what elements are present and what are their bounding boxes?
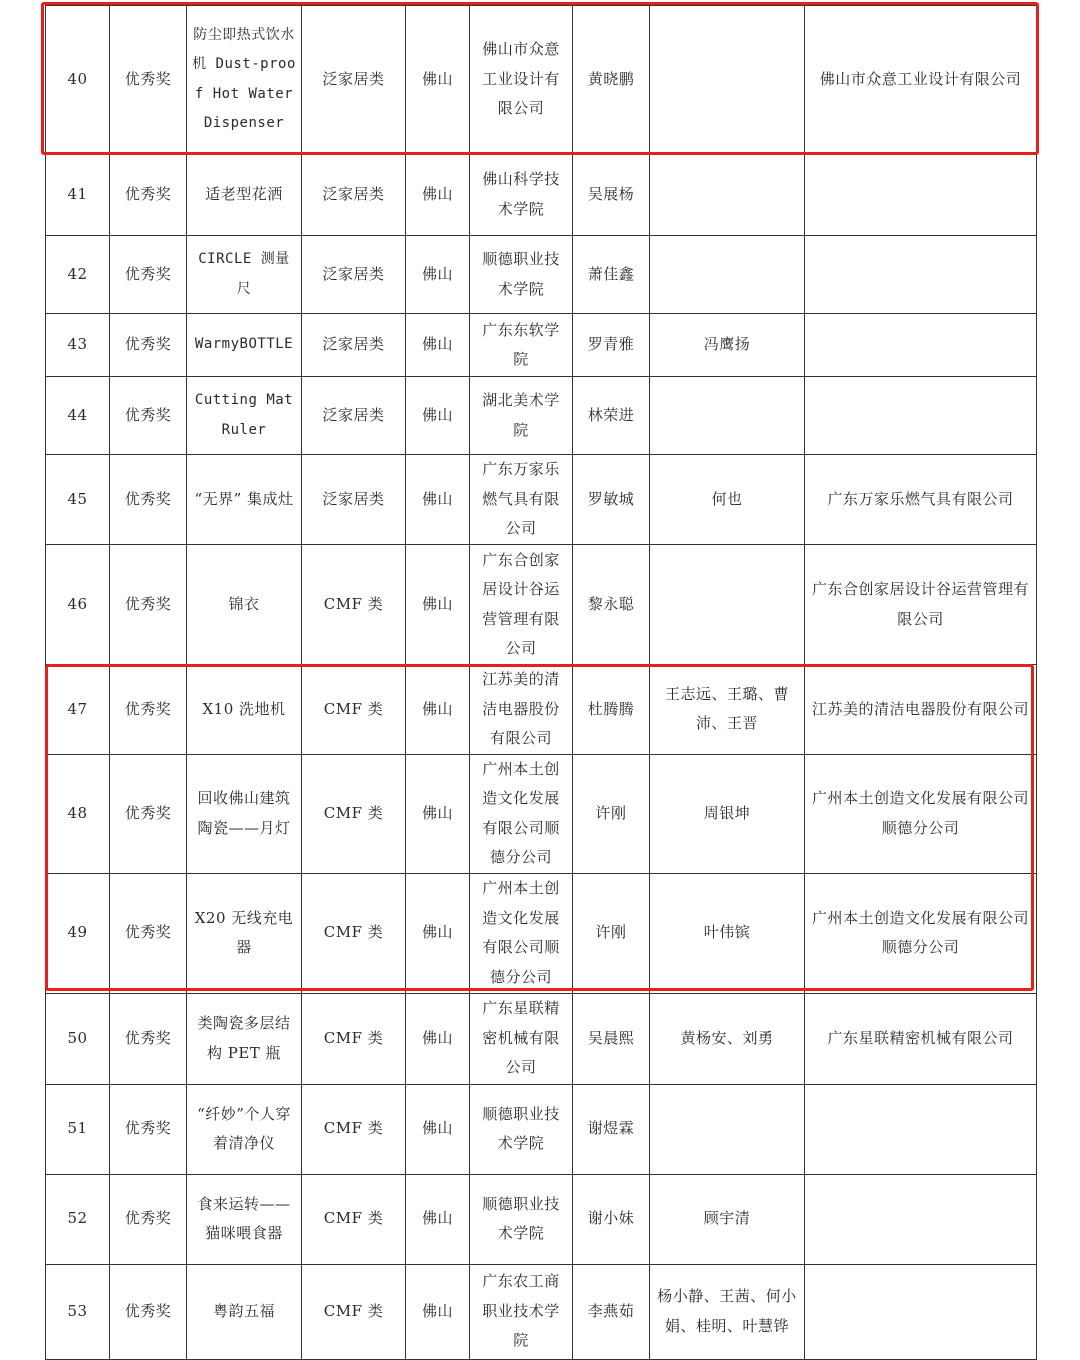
cell-unit: 佛山科学技术学院 xyxy=(470,154,573,236)
cell-category: 泛家居类 xyxy=(302,154,406,236)
cell-award: 优秀奖 xyxy=(110,993,187,1084)
table-row xyxy=(46,545,1037,665)
cell-unit: 湖北美术学院 xyxy=(470,377,573,455)
cell-category: CMF 类 xyxy=(302,993,406,1084)
cell-category: CMF 类 xyxy=(302,1174,406,1264)
cell-no: 50 xyxy=(46,993,110,1084)
cell-category: CMF 类 xyxy=(302,1264,406,1359)
cell-region: 佛山 xyxy=(406,1084,470,1174)
cell-award: 优秀奖 xyxy=(110,1174,187,1264)
cell-company: 广东合创家居设计谷运营管理有限公司 xyxy=(805,545,1037,665)
cell-category: CMF 类 xyxy=(302,873,406,993)
cell-team xyxy=(650,545,805,665)
cell-unit: 广东万家乐燃气具有限公司 xyxy=(470,455,573,545)
cell-category: 泛家居类 xyxy=(302,377,406,455)
table-row xyxy=(46,665,1037,755)
cell-category: CMF 类 xyxy=(302,545,406,665)
cell-company: 佛山市众意工业设计有限公司 xyxy=(805,6,1037,154)
cell-team xyxy=(650,1084,805,1174)
cell-category: 泛家居类 xyxy=(302,236,406,314)
cell-designer: 许刚 xyxy=(573,754,650,873)
table-row xyxy=(46,1264,1037,1359)
awards-table xyxy=(45,5,1037,1360)
cell-category: 泛家居类 xyxy=(302,455,406,545)
cell-unit: 佛山市众意工业设计有限公司 xyxy=(470,6,573,154)
cell-team: 黄杨安、刘勇 xyxy=(650,993,805,1084)
cell-company xyxy=(805,1174,1037,1264)
table-row xyxy=(46,993,1037,1084)
cell-award: 优秀奖 xyxy=(110,1084,187,1174)
table-row xyxy=(46,236,1037,314)
cell-work: X20 无线充电器 xyxy=(187,873,302,993)
cell-region: 佛山 xyxy=(406,236,470,314)
cell-region: 佛山 xyxy=(406,6,470,154)
cell-work: Cutting Mat Ruler xyxy=(187,377,302,455)
cell-work: “无界” 集成灶 xyxy=(187,455,302,545)
table-row xyxy=(46,154,1037,236)
cell-designer: 杜腾腾 xyxy=(573,665,650,755)
cell-designer: 罗青雅 xyxy=(573,314,650,377)
cell-award: 优秀奖 xyxy=(110,455,187,545)
cell-no: 40 xyxy=(46,6,110,154)
cell-no: 46 xyxy=(46,545,110,665)
cell-unit: 顺德职业技术学院 xyxy=(470,1084,573,1174)
cell-work: 锦衣 xyxy=(187,545,302,665)
cell-unit: 广州本土创造文化发展有限公司顺德分公司 xyxy=(470,754,573,873)
cell-no: 47 xyxy=(46,665,110,755)
table-row xyxy=(46,377,1037,455)
cell-team: 周银坤 xyxy=(650,754,805,873)
cell-award: 优秀奖 xyxy=(110,1264,187,1359)
cell-unit: 广东星联精密机械有限公司 xyxy=(470,993,573,1084)
cell-category: CMF 类 xyxy=(302,754,406,873)
cell-award: 优秀奖 xyxy=(110,873,187,993)
cell-designer: 罗敏城 xyxy=(573,455,650,545)
cell-award: 优秀奖 xyxy=(110,6,187,154)
cell-no: 49 xyxy=(46,873,110,993)
cell-designer: 许刚 xyxy=(573,873,650,993)
cell-work: 回收佛山建筑陶瓷——月灯 xyxy=(187,754,302,873)
cell-award: 优秀奖 xyxy=(110,154,187,236)
cell-region: 佛山 xyxy=(406,455,470,545)
cell-region: 佛山 xyxy=(406,1264,470,1359)
cell-unit: 广东农工商职业技术学院 xyxy=(470,1264,573,1359)
cell-team: 何也 xyxy=(650,455,805,545)
cell-designer: 萧佳鑫 xyxy=(573,236,650,314)
cell-region: 佛山 xyxy=(406,665,470,755)
cell-team xyxy=(650,377,805,455)
cell-company xyxy=(805,1264,1037,1359)
cell-designer: 林荣进 xyxy=(573,377,650,455)
cell-designer: 黎永聪 xyxy=(573,545,650,665)
cell-award: 优秀奖 xyxy=(110,665,187,755)
cell-designer: 李燕茹 xyxy=(573,1264,650,1359)
cell-designer: 吴展杨 xyxy=(573,154,650,236)
cell-award: 优秀奖 xyxy=(110,314,187,377)
cell-work: 适老型花洒 xyxy=(187,154,302,236)
table-row xyxy=(46,873,1037,993)
cell-no: 41 xyxy=(46,154,110,236)
cell-work: 防尘即热式饮水机 Dust-proof Hot Water Dispenser xyxy=(187,6,302,154)
cell-work: CIRCLE 测量尺 xyxy=(187,236,302,314)
cell-team xyxy=(650,154,805,236)
cell-company: 广州本土创造文化发展有限公司顺德分公司 xyxy=(805,754,1037,873)
cell-team: 杨小静、王茜、何小娟、桂明、叶慧铧 xyxy=(650,1264,805,1359)
table-row xyxy=(46,1174,1037,1264)
cell-region: 佛山 xyxy=(406,993,470,1084)
cell-company xyxy=(805,1084,1037,1174)
cell-award: 优秀奖 xyxy=(110,377,187,455)
cell-work: X10 洗地机 xyxy=(187,665,302,755)
cell-work: 食来运转——猫咪喂食器 xyxy=(187,1174,302,1264)
cell-no: 52 xyxy=(46,1174,110,1264)
cell-designer: 吴晨熙 xyxy=(573,993,650,1084)
cell-designer: 谢小妹 xyxy=(573,1174,650,1264)
cell-team xyxy=(650,6,805,154)
cell-unit: 广东东软学院 xyxy=(470,314,573,377)
cell-unit: 广州本土创造文化发展有限公司顺德分公司 xyxy=(470,873,573,993)
table-row xyxy=(46,1084,1037,1174)
cell-no: 45 xyxy=(46,455,110,545)
cell-designer: 谢煜霖 xyxy=(573,1084,650,1174)
cell-company: 广州本土创造文化发展有限公司顺德分公司 xyxy=(805,873,1037,993)
table-row xyxy=(46,314,1037,377)
cell-no: 48 xyxy=(46,754,110,873)
cell-company xyxy=(805,154,1037,236)
cell-category: CMF 类 xyxy=(302,665,406,755)
cell-unit: 江苏美的清洁电器股份有限公司 xyxy=(470,665,573,755)
table-row xyxy=(46,455,1037,545)
cell-region: 佛山 xyxy=(406,873,470,993)
cell-award: 优秀奖 xyxy=(110,236,187,314)
cell-region: 佛山 xyxy=(406,377,470,455)
cell-work: 类陶瓷多层结构 PET 瓶 xyxy=(187,993,302,1084)
cell-company: 江苏美的清洁电器股份有限公司 xyxy=(805,665,1037,755)
cell-no: 53 xyxy=(46,1264,110,1359)
cell-unit: 顺德职业技术学院 xyxy=(470,1174,573,1264)
cell-unit: 顺德职业技术学院 xyxy=(470,236,573,314)
cell-company: 广东万家乐燃气具有限公司 xyxy=(805,455,1037,545)
cell-team: 叶伟镔 xyxy=(650,873,805,993)
cell-work: “纤妙”个人穿着清净仪 xyxy=(187,1084,302,1174)
cell-region: 佛山 xyxy=(406,1174,470,1264)
cell-category: CMF 类 xyxy=(302,1084,406,1174)
cell-region: 佛山 xyxy=(406,314,470,377)
cell-team: 王志远、王璐、曹沛、王晋 xyxy=(650,665,805,755)
cell-category: 泛家居类 xyxy=(302,314,406,377)
cell-no: 42 xyxy=(46,236,110,314)
cell-designer: 黄晓鹏 xyxy=(573,6,650,154)
cell-region: 佛山 xyxy=(406,754,470,873)
cell-company xyxy=(805,377,1037,455)
cell-unit: 广东合创家居设计谷运营管理有限公司 xyxy=(470,545,573,665)
cell-team: 冯鹰扬 xyxy=(650,314,805,377)
cell-team xyxy=(650,236,805,314)
cell-work: 粤韵五福 xyxy=(187,1264,302,1359)
cell-company: 广东星联精密机械有限公司 xyxy=(805,993,1037,1084)
table-row xyxy=(46,6,1037,154)
cell-award: 优秀奖 xyxy=(110,754,187,873)
cell-team: 顾宇清 xyxy=(650,1174,805,1264)
cell-company xyxy=(805,314,1037,377)
cell-no: 51 xyxy=(46,1084,110,1174)
cell-no: 43 xyxy=(46,314,110,377)
cell-award: 优秀奖 xyxy=(110,545,187,665)
cell-region: 佛山 xyxy=(406,545,470,665)
table-row xyxy=(46,754,1037,873)
cell-company xyxy=(805,236,1037,314)
cell-no: 44 xyxy=(46,377,110,455)
cell-work: WarmyBOTTLE xyxy=(187,314,302,377)
cell-category: 泛家居类 xyxy=(302,6,406,154)
cell-region: 佛山 xyxy=(406,154,470,236)
